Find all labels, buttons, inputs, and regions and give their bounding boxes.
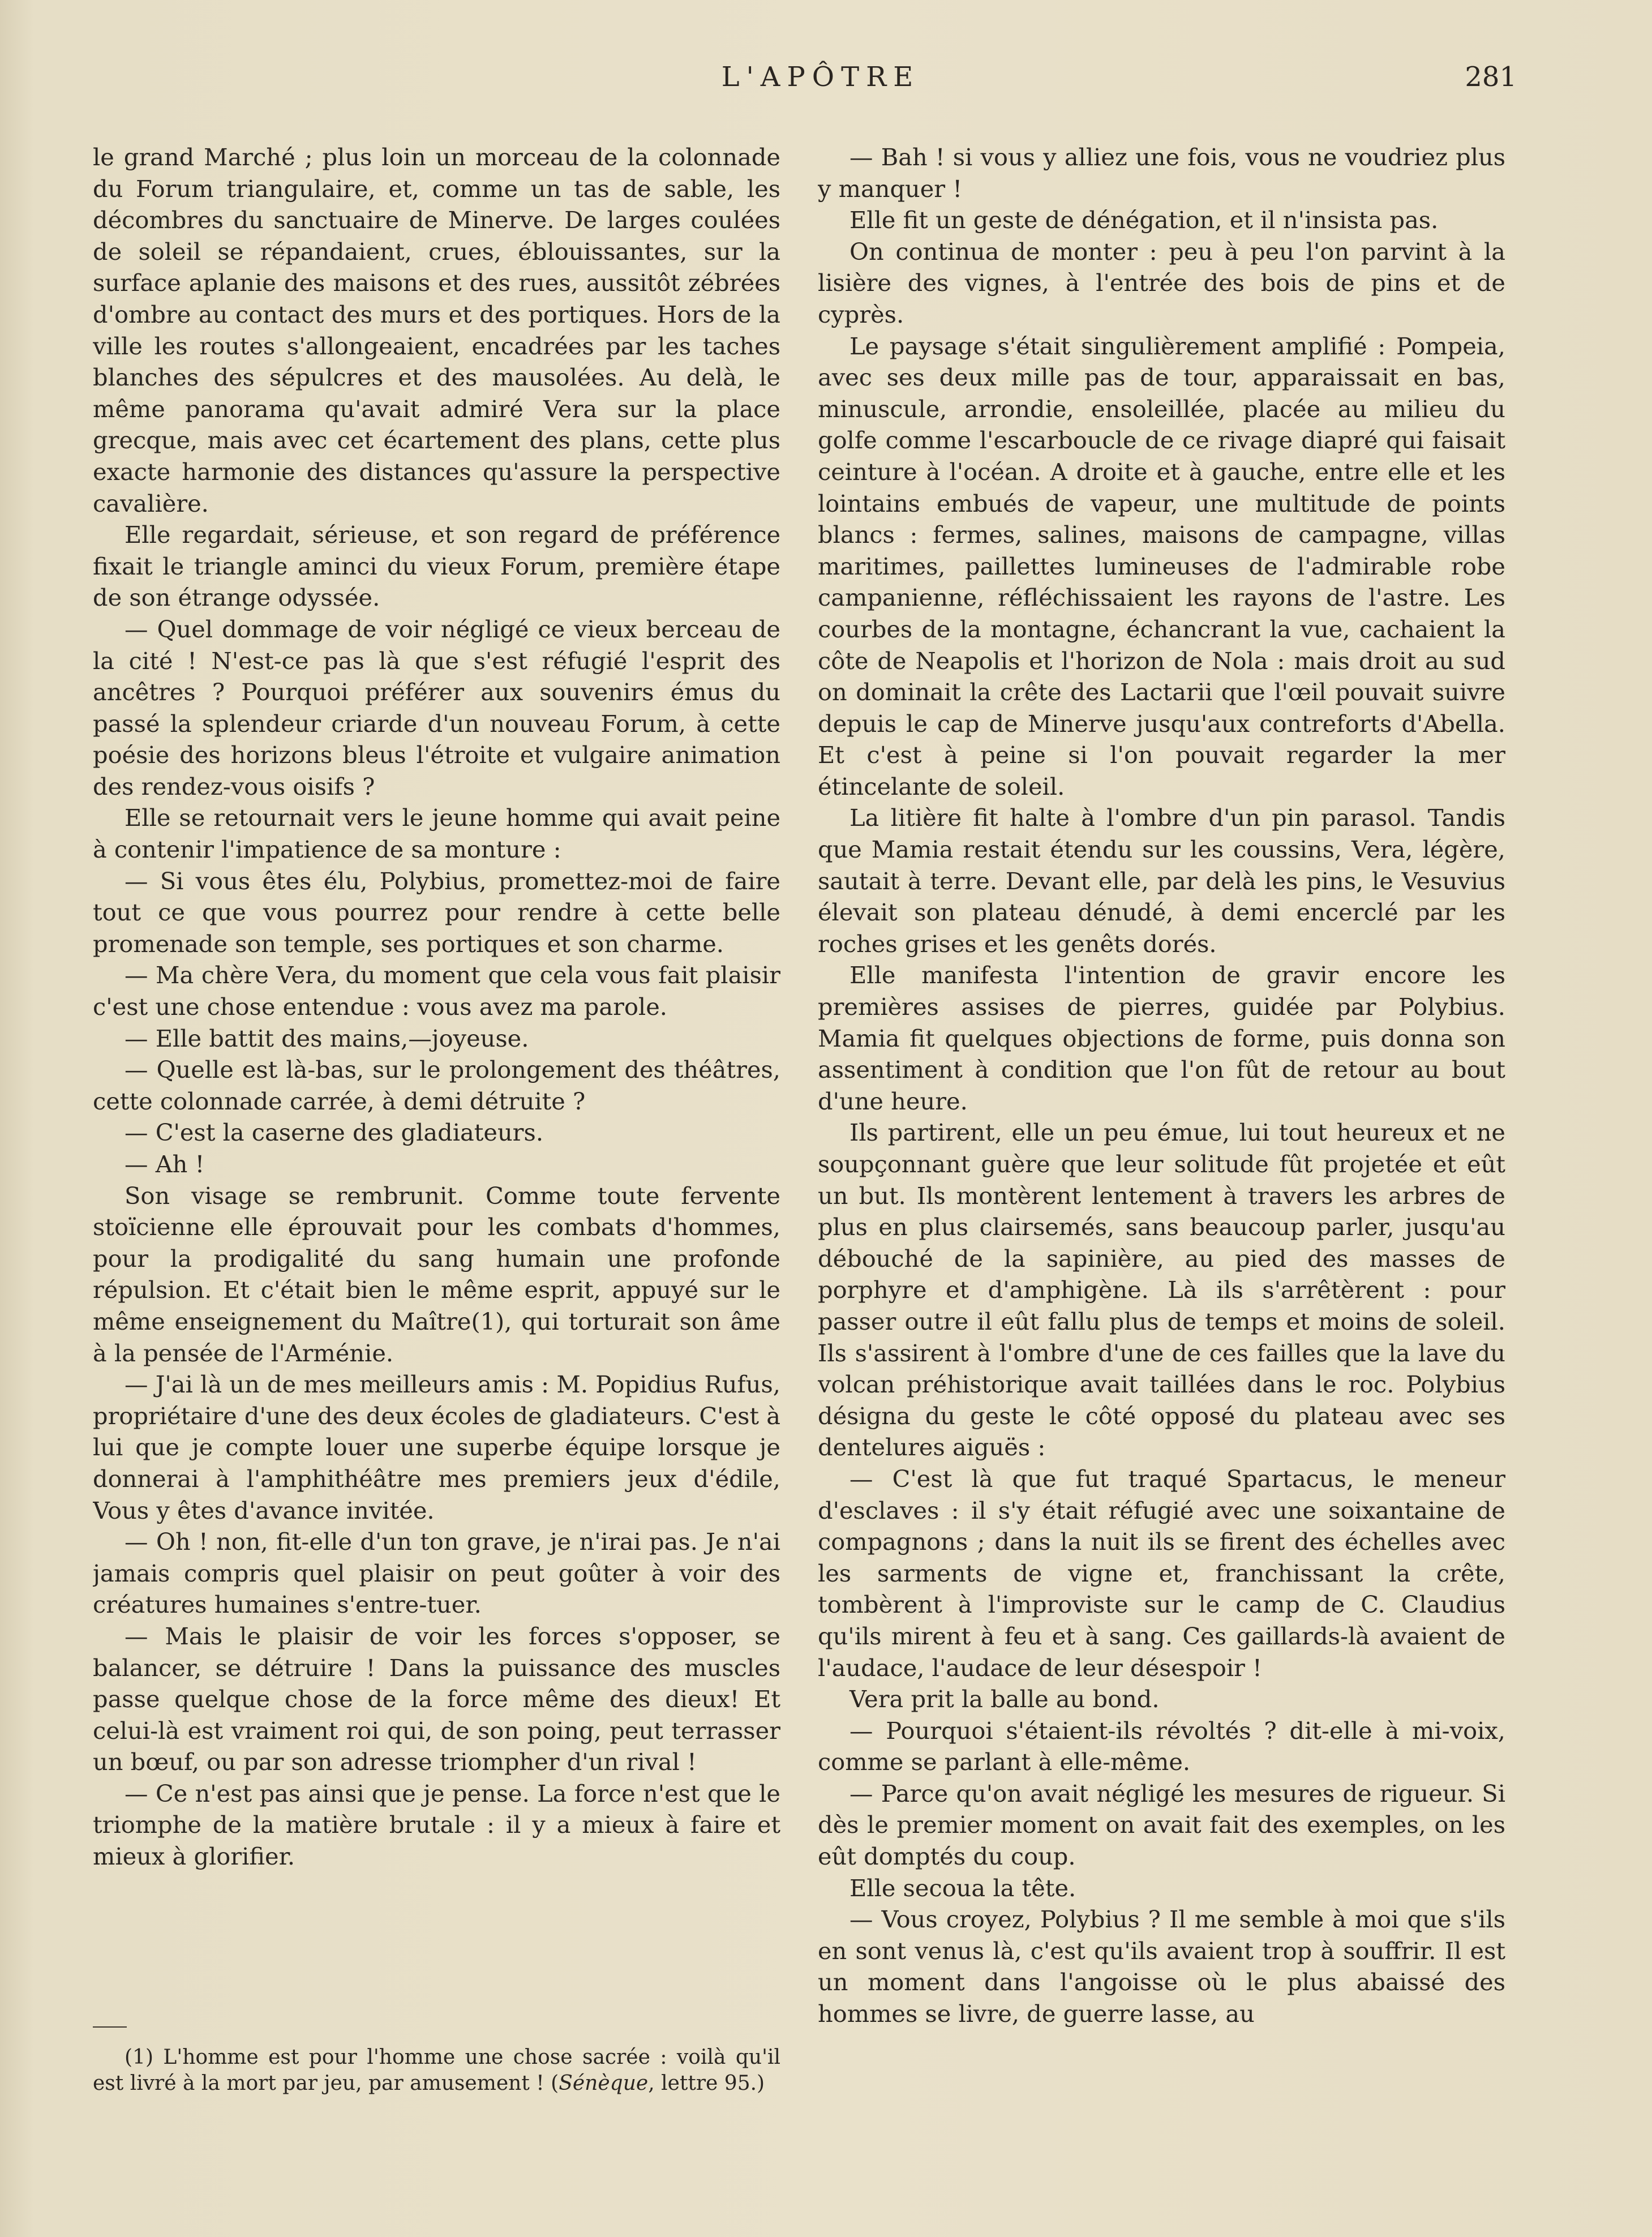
paragraph: La litière fit halte à l'ombre d'un pin parasol. Tandis que Mamia restait étendu sur les coussins, Vera, légère, sautait à terre. Devant elle, par delà les pins, le Vesuvius élevait son plateau dénudé, à demi encerclé par les roches grises et les genêts dorés. [818,804,1505,958]
paragraph: — Ce n'est pas ainsi que je pense. La force n'est que le triomphe de la matière brutale : il y a mieux à faire et mieux à glorifier. [93,1779,780,1871]
paragraph: Elle fit un geste de dénégation, et il n'insista pas. [849,206,1439,234]
paragraph: On continua de monter : peu à peu l'on parvint à la lisière des vignes, à l'entrée des bois de pins et de cyprès. [818,237,1505,328]
paragraph: — C'est la caserne des gladiateurs. [125,1118,544,1147]
paragraph: Elle secoua la tête. [849,1874,1076,1902]
paragraph: — Mais le plaisir de voir les forces s'opposer, se balancer, se détruire ! Dans la puissance des muscles passe quelque chose de la force même des dieux! Et celui-là est vraiment roi qui, de son poing, peut terrasser un bœuf, ou par son adresse triompher d'un rival ! [93,1622,780,1776]
left-column [93,142,780,2066]
footnote-source: Sénèque [559,2072,649,2095]
paragraph: Son visage se rembrunit. Comme toute fervente stoïcienne elle éprouvait pour les combats d'hommes, pour la prodigalité du sang humain une profonde répulsion. Et c'était bien le même esprit, appuyé sur le même enseignement du Maître(1), qui torturait son âme à la pensée de l'Arménie. [93,1181,780,1367]
paragraph: Ils partirent, elle un peu émue, lui tout heureux et ne soupçonnant guère que leur solitude fût projetée et eût un but. Ils montèrent lentement à travers les arbres de plus en plus clairsemés, sans beaucoup parler, jusqu'au débouché de la sapinière, au pied des masses de porphyre et d'amphigène. Là ils s'arrêtèrent : pour passer outre il eût fallu plus de temps et moins de soleil. Ils s'assirent à l'ombre d'une de ces failles que la lave du volcan préhistorique avait taillées dans le roc. Polybius désigna du geste le côté opposé du plateau avec ses dentelures aiguës : [818,1118,1505,1462]
paragraph: — Oh ! non, fit-elle d'un ton grave, je n'irai pas. Je n'ai jamais compris quel plaisir on peut goûter à voir des créatures humaines s'entre-tuer. [93,1528,780,1619]
footnote-body: (1) L'homme est pour l'homme une chose sacrée : voilà qu'il est livré à la mort par jeu, par amusement ! ( [93,2046,780,2095]
paragraph: Elle regardait, sérieuse, et son regard de préférence fixait le triangle aminci du vieux Forum, première étape de son étrange odyssée. [93,521,780,612]
footnote-text [93,2045,780,2097]
paragraph: — Quelle est là-bas, sur le prolongement des théâtres, cette colonnade carrée, à demi détruite ? [93,1056,780,1115]
paragraph: — Bah ! si vous y alliez une fois, vous ne voudriez plus y manquer ! [818,143,1505,203]
paragraph: — Quel dommage de voir négligé ce vieux berceau de la cité ! N'est-ce pas là que s'est réfugié l'esprit des ancêtres ? Pourquoi préférer aux souvenirs émus du passé la splendeur criarde d'un nouveau Forum, à cette poésie des horizons bleus l'étroite et vulgaire animation des rendez-vous oisifs ? [93,615,780,800]
footnote [93,2045,780,2097]
paragraph: — Ma chère Vera, du moment que cela vous fait plaisir c'est une chose entendue : vous avez ma parole. [93,961,780,1021]
footnote-divider [93,2026,127,2028]
paragraph: — J'ai là un de mes meilleurs amis : M. Popidius Rufus, propriétaire d'une des deux écoles de gladiateurs. C'est à lui que je compte louer une superbe équipe lorsque je donnerai à l'amphithéâtre mes premiers jeux d'édile, Vous y êtes d'avance invitée. [93,1370,780,1524]
paragraph: Le paysage s'était singulièrement amplifié : Pompeia, avec ses deux mille pas de tour, apparaissait en bas, minuscule, arrondie, ensoleillée, placée au milieu du golfe comme l'escarboucle de ce rivage diapré qui faisait ceinture à l'océan. A droite et à gauche, entre elle et les lointains embués de vapeur, une multitude de points blancs : fermes, salines, maisons de campagne, villas maritimes, paillettes lumineuses de l'admirable robe campanienne, réfléchissaient les rayons de l'astre. Les courbes de la montagne, échancrant la vue, cachaient la côte de Neapolis et l'horizon de Nola : mais droit au sud on dominait la crête des Lactarii que l'œil pouvait suivre depuis le cap de Minerve jusqu'aux contreforts d'Abella. Et c'est à peine si l'on pouvait regarder la mer étincelante de soleil. [818,332,1505,800]
paragraph: — Vous croyez, Polybius ? Il me semble à moi que s'ils en sont venus là, c'est qu'ils avaient trop à souffrir. Il est un moment dans l'angoisse où le plus abaissé des hommes se livre, de guerre lasse, au [818,1905,1505,2028]
running-title: L'APÔTRE [721,61,920,93]
paragraph: — Si vous êtes élu, Polybius, promettez-moi de faire tout ce que vous pourrez pour rendre à cette belle promenade son temple, ses portiques et son charme. [93,867,780,958]
paragraph: — Parce qu'on avait négligé les mesures de rigueur. Si dès le premier moment on avait fait des exemples, on les eût domptés du coup. [818,1779,1505,1871]
paragraph: — Elle battit des mains,—joyeuse. [125,1024,529,1052]
paragraph: Elle se retournait vers le jeune homme qui avait peine à contenir l'impatience de sa monture : [93,804,780,864]
paragraph: — C'est là que fut traqué Spartacus, le meneur d'esclaves : il s'y était réfugié avec une soixantaine de compagnons ; dans la nuit ils se firent des échelles avec les sarments de vigne et, franchissant la crête, tombèrent à l'improviste sur le camp de C. Claudius qu'ils mirent à feu et à sang. Ces gaillards-là avaient de l'audace, l'audace de leur désespoir ! [818,1464,1505,1682]
paragraph: le grand Marché ; plus loin un morceau de la colonnade du Forum triangulaire, et, comme un tas de sable, les décombres du sanctuaire de Minerve. De larges coulées de soleil se répandaient, crues, éblouissantes, sur la surface aplanie des maisons et des rues, aussitôt zébrées d'ombre au contact des murs et des portiques. Hors de la ville les routes s'allongeaient, encadrées par les taches blanches des sépulcres et des mausolées. Au delà, le même panorama qu'avait admiré Vera sur la place grecque, mais avec cet écartement des plans, cette plus exacte harmonie des distances qu'assure la perspective cavalière. [93,143,780,517]
paragraph: — Pourquoi s'étaient-ils révoltés ? dit-elle à mi-voix, comme se parlant à elle-même. [818,1716,1505,1776]
paragraph: Elle manifesta l'intention de gravir encore les premières assises de pierres, guidée par Polybius. Mamia fit quelques objections de forme, puis donna son assentiment à condition que l'on fût de retour au bout d'une heure. [818,961,1505,1115]
footnote-tail: , lettre 95.) [648,2072,765,2095]
paragraph: Vera prit la balle au bond. [849,1685,1160,1713]
page-number: 281 [1465,61,1517,93]
paragraph: — Ah ! [125,1150,205,1178]
right-column [818,142,1505,2066]
